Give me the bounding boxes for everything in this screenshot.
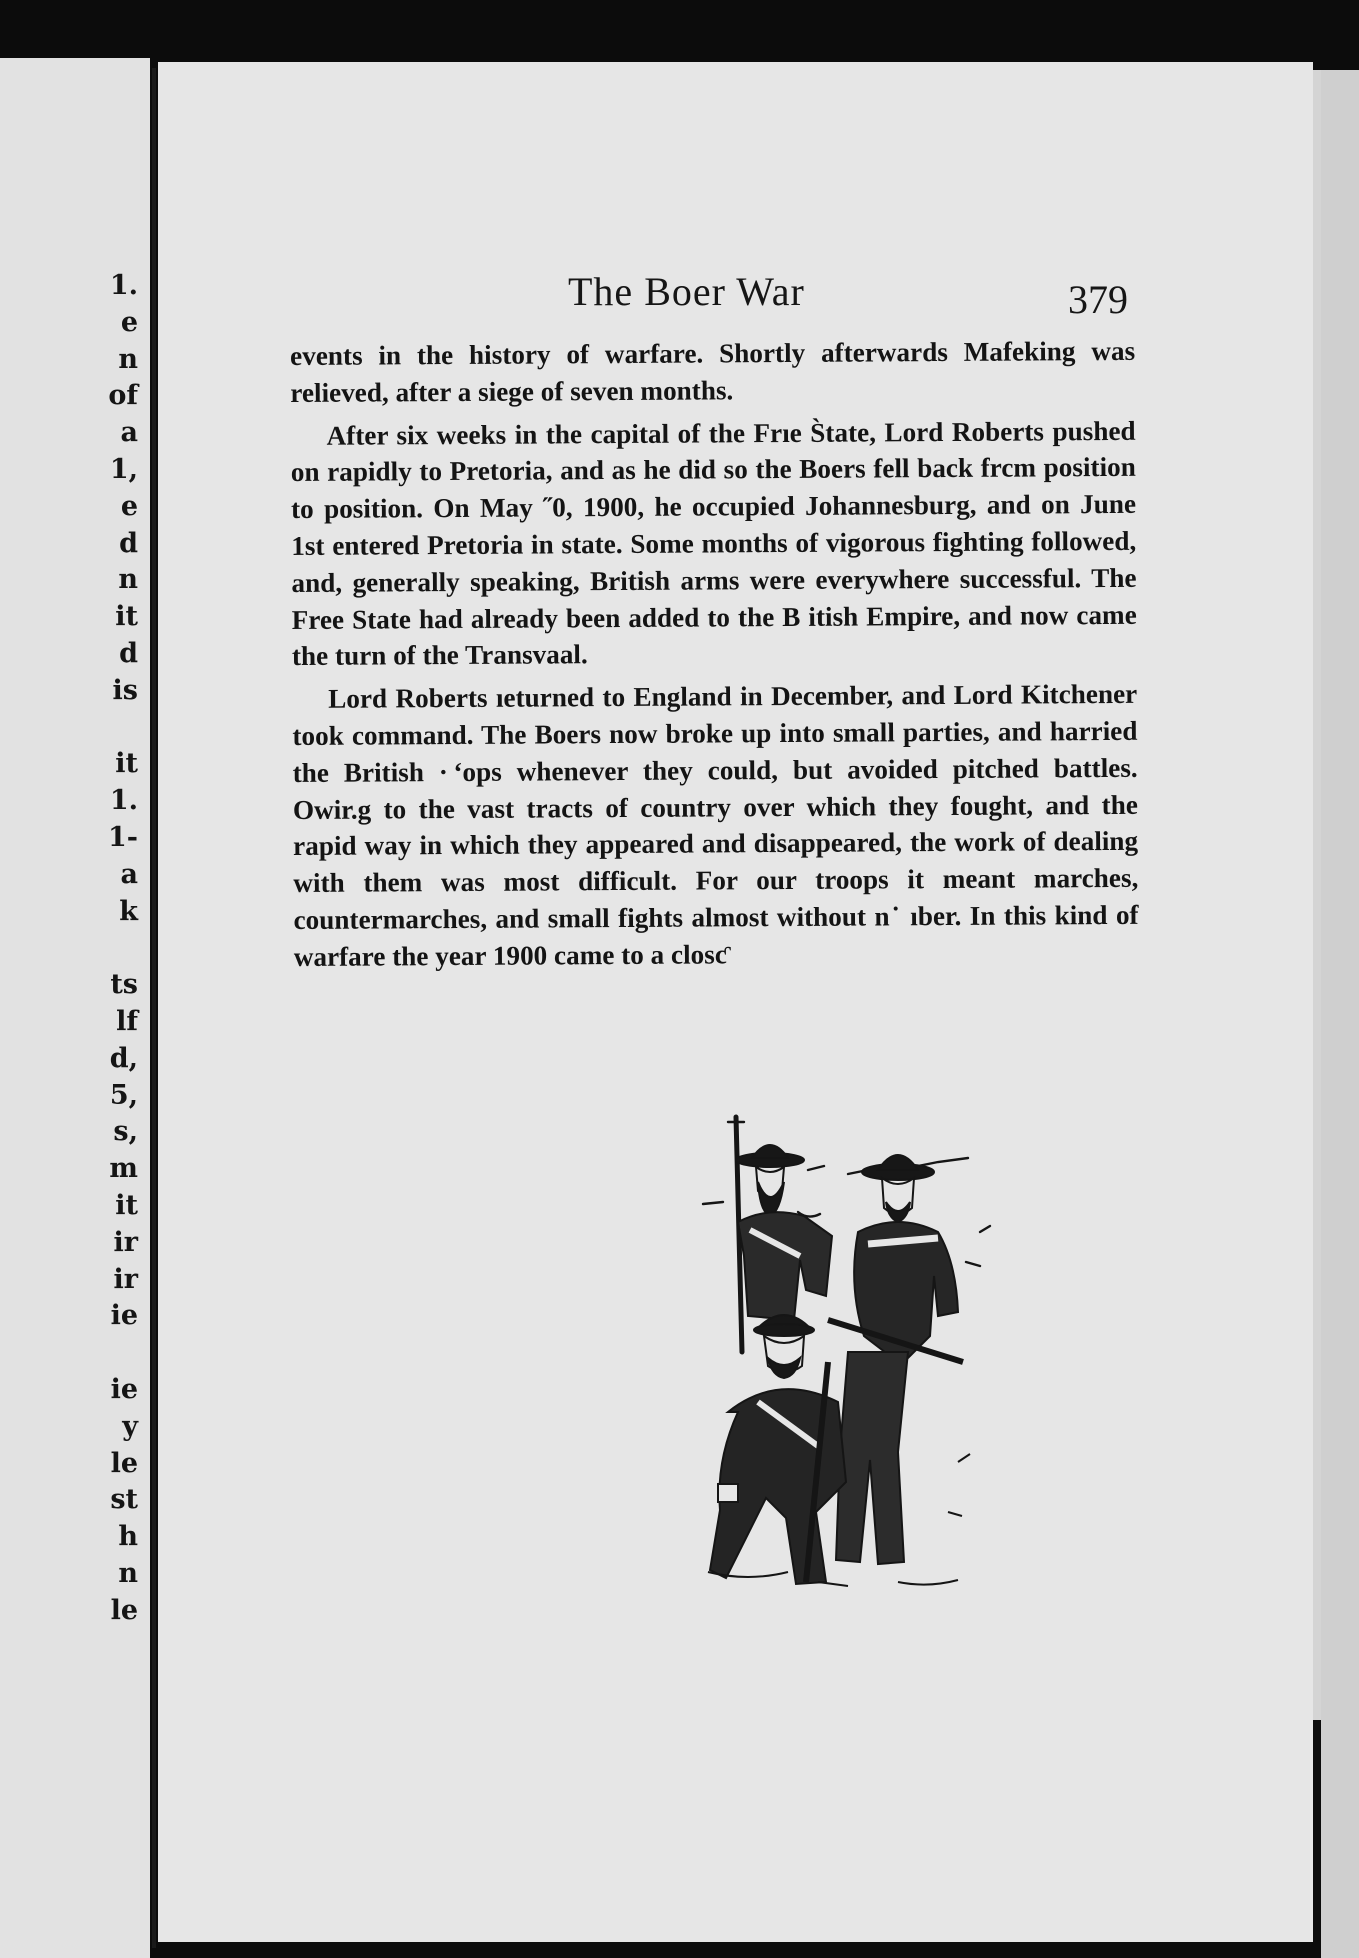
left-page-fragment: e — [120, 306, 138, 338]
boer-soldiers-illustration — [698, 1112, 1018, 1612]
left-page-fragment: a — [120, 858, 138, 890]
left-page-fragment: le — [110, 1447, 138, 1479]
left-page-fragment: y — [122, 1410, 138, 1442]
left-page-fragment: 1. — [109, 785, 138, 817]
paragraph: events in the history of warfare. Shortly afterwards Mafeking was relieved, after a siege of seven months. — [290, 335, 1136, 408]
left-page-fragment: h — [118, 1521, 138, 1553]
left-page-fragment: d, — [109, 1042, 138, 1074]
left-page-fragment: ie — [110, 1300, 138, 1332]
page-edge — [1313, 70, 1321, 1720]
left-page-fragment: k — [119, 895, 138, 927]
left-page-fragment — [108, 930, 138, 967]
book-page — [158, 62, 1313, 1942]
left-page-fragment: is — [112, 674, 138, 706]
left-page-fragment: it — [115, 1189, 138, 1221]
left-page-fragment: 5, — [109, 1079, 138, 1111]
left-page-fragment: n — [118, 1557, 138, 1589]
left-page-fragment: 1. — [109, 270, 138, 301]
left-page-fragment — [108, 710, 138, 747]
body-text — [290, 333, 1139, 976]
book-gutter — [152, 68, 156, 1948]
left-page-fragment: ie — [110, 1373, 138, 1405]
left-page-line-endings — [108, 268, 138, 1629]
left-page-fragment: n — [118, 564, 138, 596]
left-page-fragment: it — [115, 601, 138, 633]
left-page-fragment: ir — [113, 1226, 138, 1258]
left-page-fragment: m — [109, 1153, 138, 1185]
page-number: 379 — [1068, 277, 1128, 322]
left-page-fragment: e — [120, 490, 138, 522]
boer-soldiers-drawing — [698, 1112, 1018, 1612]
left-facing-page — [0, 58, 150, 1958]
running-head — [158, 262, 1313, 322]
left-page-fragment: d — [119, 527, 138, 559]
left-page-fragment: 1- — [108, 821, 138, 853]
paragraph: After six weeks in the capital of the Frıe S̀tate, Lord Roberts pushed on rapidly to Pretoria, and as he did so the Boers fell back frcm position to position. On May ˝0, 1900, he occupied Johannesburg, and on June 1st entered Pretoria in state. Some months of vigorous fighting followed, and, generally speaking, British arms were everywhere successful. The Free State had already been added to the B itish Empire, and now came the turn of the Transvaal. — [290, 415, 1137, 672]
left-page-fragment: of — [108, 380, 138, 412]
left-page-fragment: st — [110, 1484, 138, 1516]
left-page-fragment — [108, 1335, 138, 1372]
left-page-fragment: d — [119, 637, 138, 669]
left-page-fragment: lf — [116, 1005, 138, 1037]
left-page-fragment: le — [110, 1594, 138, 1626]
left-page-fragment: a — [120, 417, 138, 449]
paragraph: Lord Roberts ıeturned to England in December, and Lord Kitchener took command. The Boers now broke up into small parties, and harried the British · ʻops whenever they could, but avoided pitched battles. Owir.g to the vast tracts of country over which they fought, and the rapid way in which they appeared and disappeared, the work of dealing with them was most difficult. For our troops it meant marches, countermarches, and small fights almost without n˙ ıber. In this kind of warfare the year 1900 came to a closƈ — [292, 679, 1139, 972]
left-page-fragment: s, — [113, 1116, 138, 1148]
left-page-fragment: n — [118, 343, 138, 375]
adjacent-page-edge — [1321, 70, 1359, 1958]
left-page-fragment: ir — [113, 1263, 138, 1295]
left-page-fragment: 1, — [109, 453, 138, 485]
running-title: The Boer War — [568, 269, 805, 314]
left-page-fragment: it — [115, 748, 138, 780]
left-page-fragment: ts — [110, 969, 138, 1001]
